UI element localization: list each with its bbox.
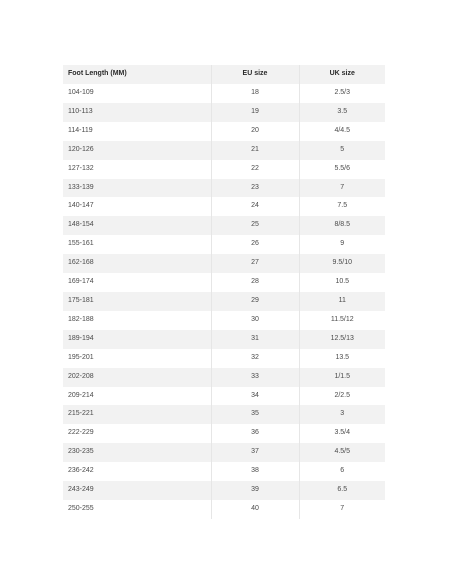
uk-size-cell: 9 xyxy=(299,235,385,254)
eu-size-cell: 28 xyxy=(211,273,299,292)
table-row xyxy=(63,122,385,141)
foot-length-cell: 104-109 xyxy=(63,84,211,103)
uk-size-cell: 1/1.5 xyxy=(299,368,385,387)
foot-length-cell: 202-208 xyxy=(63,368,211,387)
uk-size-cell: 3.5 xyxy=(299,103,385,122)
eu-size-cell: 31 xyxy=(211,330,299,349)
header-uk-size: UK size xyxy=(299,65,385,84)
foot-length-cell: 243-249 xyxy=(63,481,211,500)
foot-length-cell: 127-132 xyxy=(63,160,211,179)
eu-size-cell: 29 xyxy=(211,292,299,311)
eu-size-cell: 21 xyxy=(211,141,299,160)
foot-length-cell: 215-221 xyxy=(63,405,211,424)
table-row xyxy=(63,216,385,235)
eu-size-cell: 20 xyxy=(211,122,299,141)
table-row xyxy=(63,330,385,349)
foot-length-cell: 175-181 xyxy=(63,292,211,311)
table-row xyxy=(63,387,385,406)
foot-length-cell: 222-229 xyxy=(63,424,211,443)
foot-length-cell: 169-174 xyxy=(63,273,211,292)
eu-size-cell: 39 xyxy=(211,481,299,500)
table-row xyxy=(63,197,385,216)
table-body xyxy=(63,84,385,519)
table-header xyxy=(63,65,385,84)
foot-length-cell: 148-154 xyxy=(63,216,211,235)
eu-size-cell: 32 xyxy=(211,349,299,368)
uk-size-cell: 8/8.5 xyxy=(299,216,385,235)
table-row xyxy=(63,500,385,519)
uk-size-cell: 6.5 xyxy=(299,481,385,500)
table-row xyxy=(63,84,385,103)
foot-length-cell: 195-201 xyxy=(63,349,211,368)
foot-length-cell: 114-119 xyxy=(63,122,211,141)
eu-size-cell: 22 xyxy=(211,160,299,179)
uk-size-cell: 3.5/4 xyxy=(299,424,385,443)
uk-size-cell: 10.5 xyxy=(299,273,385,292)
size-chart-table xyxy=(63,65,385,519)
eu-size-cell: 23 xyxy=(211,179,299,198)
eu-size-cell: 24 xyxy=(211,197,299,216)
header-row xyxy=(63,65,385,84)
uk-size-cell: 5 xyxy=(299,141,385,160)
table-row xyxy=(63,349,385,368)
eu-size-cell: 40 xyxy=(211,500,299,519)
foot-length-cell: 110-113 xyxy=(63,103,211,122)
eu-size-cell: 38 xyxy=(211,462,299,481)
eu-size-cell: 37 xyxy=(211,443,299,462)
foot-length-cell: 140-147 xyxy=(63,197,211,216)
uk-size-cell: 4.5/5 xyxy=(299,443,385,462)
foot-length-cell: 162-168 xyxy=(63,254,211,273)
eu-size-cell: 35 xyxy=(211,405,299,424)
foot-length-cell: 189-194 xyxy=(63,330,211,349)
uk-size-cell: 7 xyxy=(299,179,385,198)
foot-length-cell: 230-235 xyxy=(63,443,211,462)
eu-size-cell: 30 xyxy=(211,311,299,330)
foot-length-cell: 236-242 xyxy=(63,462,211,481)
table-row xyxy=(63,179,385,198)
eu-size-cell: 27 xyxy=(211,254,299,273)
eu-size-cell: 18 xyxy=(211,84,299,103)
uk-size-cell: 2/2.5 xyxy=(299,387,385,406)
eu-size-cell: 19 xyxy=(211,103,299,122)
table-row xyxy=(63,292,385,311)
eu-size-cell: 25 xyxy=(211,216,299,235)
uk-size-cell: 12.5/13 xyxy=(299,330,385,349)
foot-length-cell: 182-188 xyxy=(63,311,211,330)
uk-size-cell: 13.5 xyxy=(299,349,385,368)
table-row xyxy=(63,254,385,273)
foot-length-cell: 250-255 xyxy=(63,500,211,519)
table-row xyxy=(63,160,385,179)
foot-length-cell: 120-126 xyxy=(63,141,211,160)
table-row xyxy=(63,424,385,443)
uk-size-cell: 9.5/10 xyxy=(299,254,385,273)
table-row xyxy=(63,235,385,254)
uk-size-cell: 3 xyxy=(299,405,385,424)
table-row xyxy=(63,462,385,481)
table-row xyxy=(63,405,385,424)
header-eu-size: EU size xyxy=(211,65,299,84)
table-row xyxy=(63,481,385,500)
uk-size-cell: 2.5/3 xyxy=(299,84,385,103)
table-row xyxy=(63,141,385,160)
uk-size-cell: 11.5/12 xyxy=(299,311,385,330)
table-row xyxy=(63,311,385,330)
uk-size-cell: 5.5/6 xyxy=(299,160,385,179)
eu-size-cell: 26 xyxy=(211,235,299,254)
table-row xyxy=(63,103,385,122)
eu-size-cell: 36 xyxy=(211,424,299,443)
foot-length-cell: 133-139 xyxy=(63,179,211,198)
uk-size-cell: 4/4.5 xyxy=(299,122,385,141)
uk-size-cell: 7.5 xyxy=(299,197,385,216)
eu-size-cell: 33 xyxy=(211,368,299,387)
foot-length-cell: 209-214 xyxy=(63,387,211,406)
uk-size-cell: 11 xyxy=(299,292,385,311)
table-row xyxy=(63,368,385,387)
foot-length-cell: 155-161 xyxy=(63,235,211,254)
header-foot-length: Foot Length (MM) xyxy=(63,65,211,84)
uk-size-cell: 7 xyxy=(299,500,385,519)
uk-size-cell: 6 xyxy=(299,462,385,481)
table-row xyxy=(63,273,385,292)
eu-size-cell: 34 xyxy=(211,387,299,406)
table-row xyxy=(63,443,385,462)
